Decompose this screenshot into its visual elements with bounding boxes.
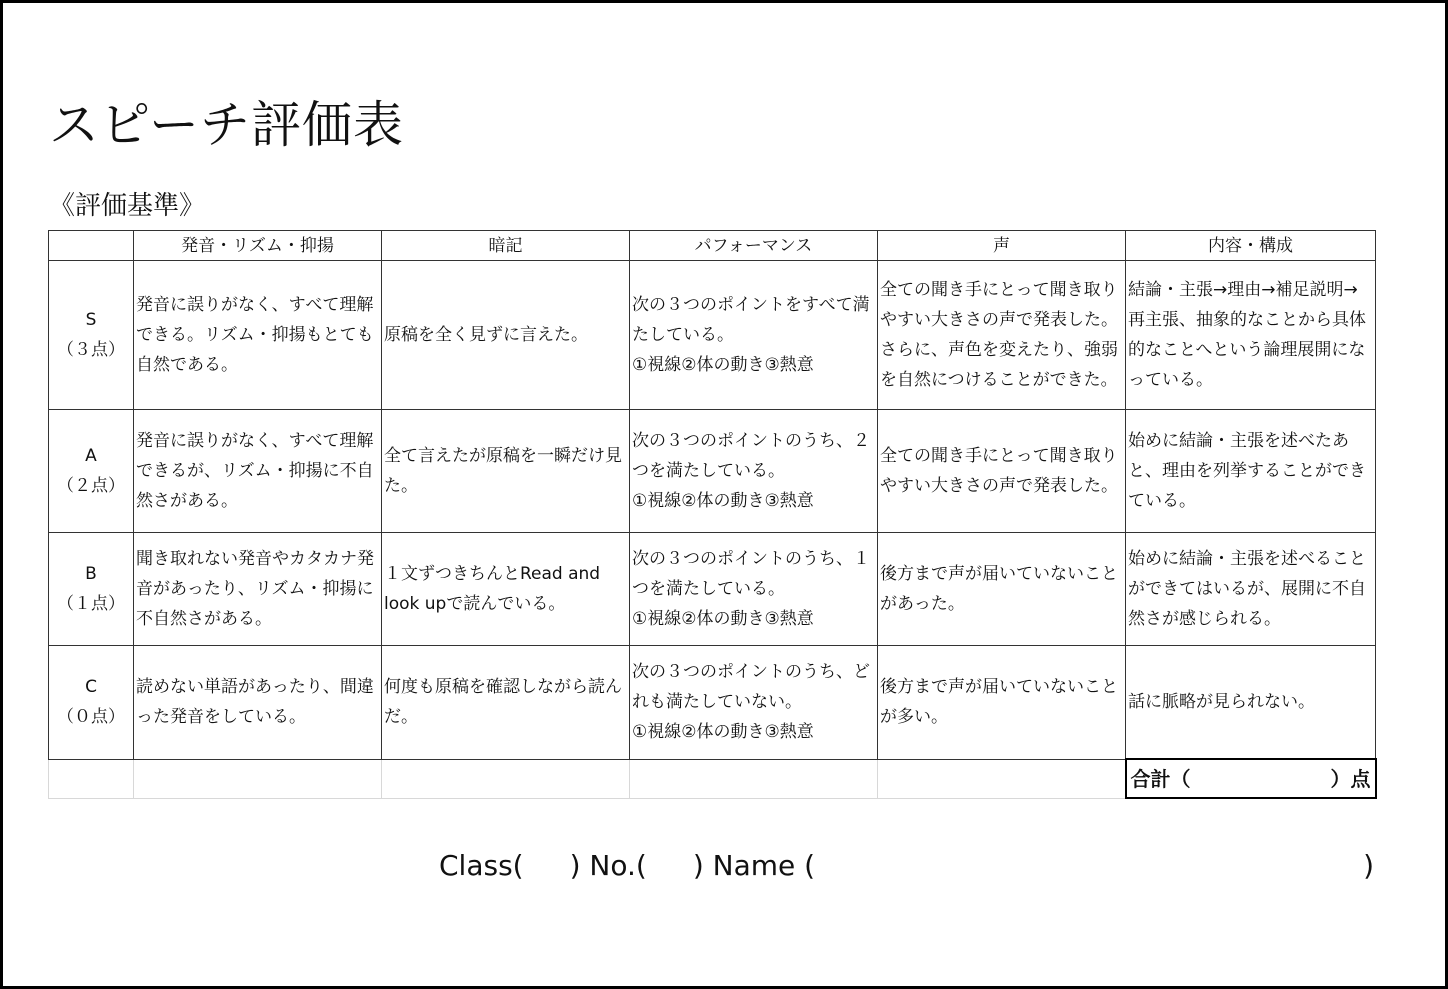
name-label: ) Name ( bbox=[692, 849, 816, 882]
criteria-cell: 次の３つのポイントのうち、１つを満たしている。 ①視線②体の動き③熱意 bbox=[630, 533, 878, 646]
criteria-cell: 原稿を全く見ずに言えた。 bbox=[382, 261, 630, 410]
header-cell-performance: パフォーマンス bbox=[630, 231, 878, 261]
no-label: ) No.( bbox=[569, 849, 647, 882]
criteria-cell: 何度も原稿を確認しながら読んだ。 bbox=[382, 646, 630, 760]
empty-cell bbox=[878, 759, 1126, 798]
criteria-cell: 発音に誤りがなく、すべて理解できる。リズム・抑揚もとても自然である。 bbox=[134, 261, 382, 410]
criteria-cell: 聞き取れない発音やカタカナ発音があったり、リズム・抑揚に不自然さがある。 bbox=[134, 533, 382, 646]
criteria-cell: 全ての聞き手にとって聞き取りやすい大きさの声で発表した。 bbox=[878, 410, 1126, 533]
grade-letter: S bbox=[85, 310, 97, 330]
criteria-cell: １文ずつきちんとRead and look upで読んでいる。 bbox=[382, 533, 630, 646]
criteria-cell: 後方まで声が届いていないことがあった。 bbox=[878, 533, 1126, 646]
criteria-cell: 始めに結論・主張を述べることができてはいるが、展開に不自然さが感じられる。 bbox=[1126, 533, 1376, 646]
no-field[interactable] bbox=[647, 849, 693, 883]
criteria-cell: 読めない単語があったり、間違った発音をしている。 bbox=[134, 646, 382, 760]
total-row bbox=[49, 759, 1376, 798]
grade-points: （２点） bbox=[57, 476, 125, 496]
class-field[interactable] bbox=[524, 849, 570, 883]
empty-cell bbox=[49, 759, 134, 798]
grade-letter: A bbox=[85, 446, 97, 466]
criteria-cell: 次の３つのポイントをすべて満たしている。 ①視線②体の動き③熱意 bbox=[630, 261, 878, 410]
header-cell-memorization: 暗記 bbox=[382, 231, 630, 261]
grade-letter: C bbox=[85, 677, 97, 698]
grade-letter: B bbox=[85, 564, 97, 584]
empty-cell bbox=[134, 759, 382, 798]
criteria-cell: 始めに結論・主張を述べたあと、理由を列挙することができている。 bbox=[1126, 410, 1376, 533]
total-unit: ）点 bbox=[1330, 766, 1371, 791]
criteria-cell: 後方まで声が届いていないことが多い。 bbox=[878, 646, 1126, 760]
grade-points: （０点） bbox=[57, 707, 125, 728]
empty-cell bbox=[630, 759, 878, 798]
total-label: 合計（ bbox=[1130, 766, 1191, 791]
criteria-cell: 次の３つのポイントのうち、どれも満たしていない。 ①視線②体の動き③熱意 bbox=[630, 646, 878, 760]
grade-cell bbox=[49, 533, 134, 646]
criteria-cell: 話に脈略が見られない。 bbox=[1126, 646, 1376, 760]
grade-cell bbox=[49, 410, 134, 533]
table-row-s bbox=[49, 261, 1376, 410]
grade-cell bbox=[49, 261, 134, 410]
criteria-cell: 全ての聞き手にとって聞き取りやすい大きさの声で発表した。さらに、声色を変えたり、強弱を自然につけることができた。 bbox=[878, 261, 1126, 410]
criteria-cell: 次の３つのポイントのうち、２つを満たしている。 ①視線②体の動き③熱意 bbox=[630, 410, 878, 533]
name-field[interactable] bbox=[815, 849, 1363, 883]
criteria-cell: 全て言えたが原稿を一瞬だけ見た。 bbox=[382, 410, 630, 533]
criteria-cell: 発音に誤りがなく、すべて理解できるが、リズム・抑揚に不自然さがある。 bbox=[134, 410, 382, 533]
table-row-a bbox=[49, 410, 1376, 533]
total-score-field[interactable] bbox=[1126, 759, 1376, 798]
header-cell-blank bbox=[49, 231, 134, 261]
page-title: スピーチ評価表 bbox=[49, 96, 404, 154]
student-info-line bbox=[439, 849, 1374, 883]
rubric-table bbox=[48, 230, 1377, 799]
grade-points: （１点） bbox=[57, 594, 125, 614]
empty-cell bbox=[382, 759, 630, 798]
grade-cell bbox=[49, 646, 134, 760]
name-close: ) bbox=[1363, 849, 1374, 882]
header-cell-content: 内容・構成 bbox=[1126, 231, 1376, 261]
criteria-heading: 《評価基準》 bbox=[49, 191, 206, 221]
criteria-cell: 結論・主張→理由→補足説明→再主張、抽象的なことから具体的なことへという論理展開になっている。 bbox=[1126, 261, 1376, 410]
header-cell-voice: 声 bbox=[878, 231, 1126, 261]
grade-points: （３点） bbox=[57, 340, 125, 360]
table-row-c bbox=[49, 646, 1376, 760]
class-label: Class( bbox=[439, 849, 524, 882]
table-row-b bbox=[49, 533, 1376, 646]
header-cell-pronunciation: 発音・リズム・抑揚 bbox=[134, 231, 382, 261]
header-row bbox=[49, 231, 1376, 261]
